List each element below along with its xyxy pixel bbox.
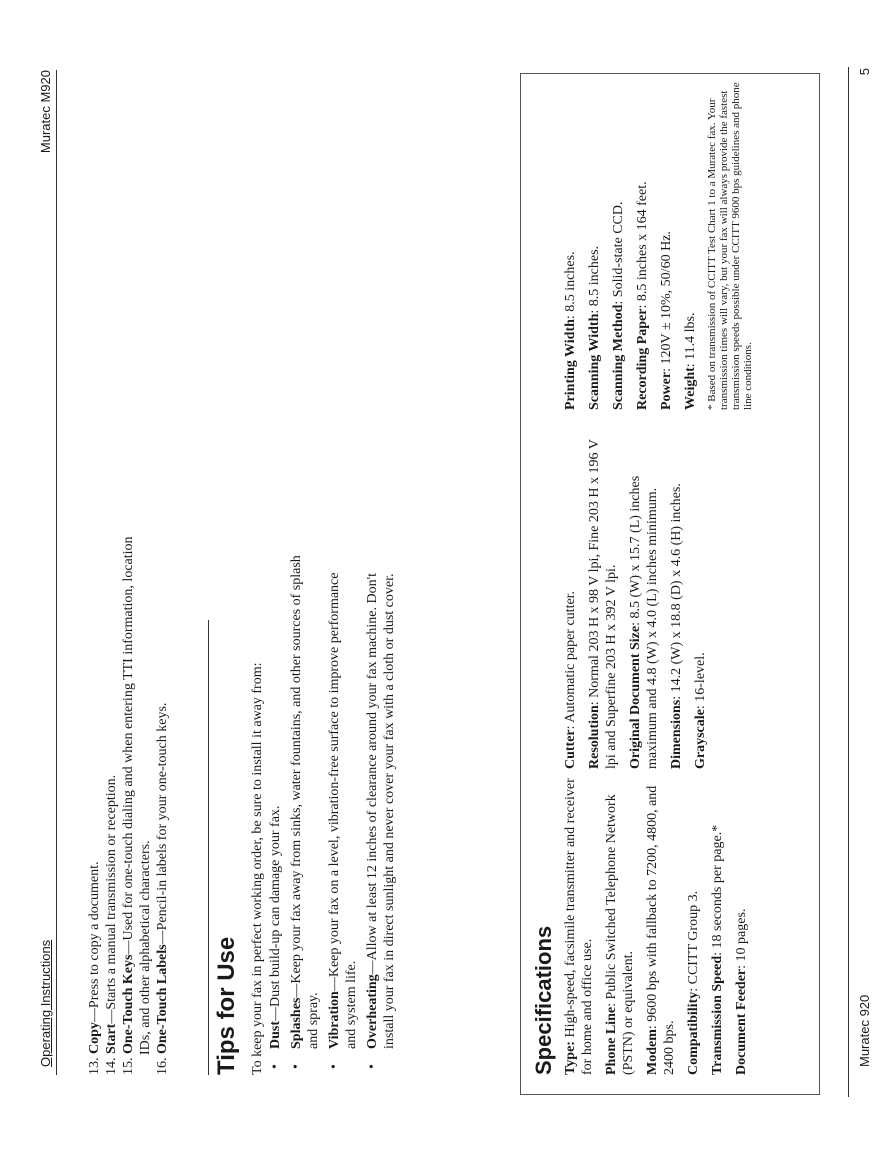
specs-column-1 (562, 775, 757, 1075)
spec-item: Weight: 11.4 lbs. (683, 312, 698, 410)
header-model-name: Muratec M920 (38, 70, 53, 154)
tips-divider (208, 620, 209, 1075)
list-item: 16. One-Touch Labels—Pencil-in labels for your one-touch keys. (155, 702, 170, 1075)
transmission-footnote: * Based on transmission of CCITT Test Chart 1 to a Muratec fax. Your transmission times will vary, but your fax will always provide the fastest transmission speeds possible under CCITT 9600 bps guidelines and phone line conditions. (706, 82, 754, 410)
tips-heading: Tips for Use (213, 936, 240, 1075)
list-item: • Splashes—Keep your fax away from sinks, water fountains, and other sources of splash and spray. (288, 555, 322, 1075)
list-item: 14. Start—Starts a manual transmission or reception. (104, 774, 119, 1075)
list-item: • Overheating—Allow at least 12 inches of clearance around your fax machine. Don't install your fax in direct sunlight and never cover your fax with a cloth or dust cover. (364, 555, 398, 1075)
footer-model-name: Muratec 920 (857, 994, 872, 1067)
spec-item: Phone Line: Public Switched Telephone Network (PSTN) or equivalent. (604, 794, 636, 1075)
list-item: • Vibration—Keep your fax on a level, vibration-free surface to improve performance and system life. (326, 555, 360, 1075)
header-section-title: Operating Instructions (38, 939, 53, 1067)
tips-list (267, 555, 402, 1075)
spec-item: Compatibility: CCITT Group 3. (686, 890, 701, 1075)
header-divider (56, 70, 57, 1075)
spec-item: Grayscale: 16-level. (693, 652, 708, 769)
spec-item: Printing Width: 8.5 inches. (563, 251, 578, 410)
spec-item: Power: 120V ± 10%, 50/60 Hz. (659, 231, 674, 410)
tips-intro: To keep your fax in perfect working order, be sure to install it away from: (250, 662, 265, 1075)
page-number: 5 (857, 68, 872, 76)
spec-item: Scanning Width: 8.5 inches. (587, 245, 602, 410)
list-item: 13. Copy—Press to copy a document. (87, 861, 102, 1075)
list-item: • Dust—Dust build-up can damage your fax. (267, 555, 284, 1075)
spec-item: Cutter: Automatic paper cutter. (563, 590, 578, 769)
key-descriptions-list (86, 515, 171, 1075)
list-item: 15. One-Touch Keys—Used for one-touch dialing and when entering TTI information, location IDs, and other alphabetical characters. (121, 536, 153, 1075)
spec-item: Scanning Method: Solid-state CCD. (611, 201, 626, 410)
specs-column-2 (562, 424, 716, 769)
specs-column-3 (562, 80, 754, 410)
footer-divider (848, 67, 849, 1097)
spec-item: Type: High-speed, facsimile transmitter and receiver for home and office use. (563, 778, 595, 1075)
spec-item: Modem: 9600 bps with fallback to 7200, 4800, and 2400 bps. (645, 785, 677, 1075)
spec-item: Document Feeder: 10 pages. (734, 908, 749, 1075)
spec-item: Transmission Speed: 18 seconds per page.* (710, 824, 725, 1075)
spec-item: Recording Paper: 8.5 inches x 164 feet. (635, 181, 650, 410)
spec-item: Resolution: Normal 203 H x 98 V lpi, Fine 203 H x 196 V lpi and Superfine 203 H x 392 V lpi. (587, 439, 619, 769)
spec-item: Original Document Size: 8.5 (W) x 15.7 (L) inches maximum and 4.8 (W) x 4.0 (L) inches minimum. (628, 475, 660, 769)
spec-item: Dimensions: 14.2 (W) x 18.8 (D) x 4.6 (H) inches. (669, 483, 684, 769)
specifications-heading: Specifications (531, 925, 556, 1075)
